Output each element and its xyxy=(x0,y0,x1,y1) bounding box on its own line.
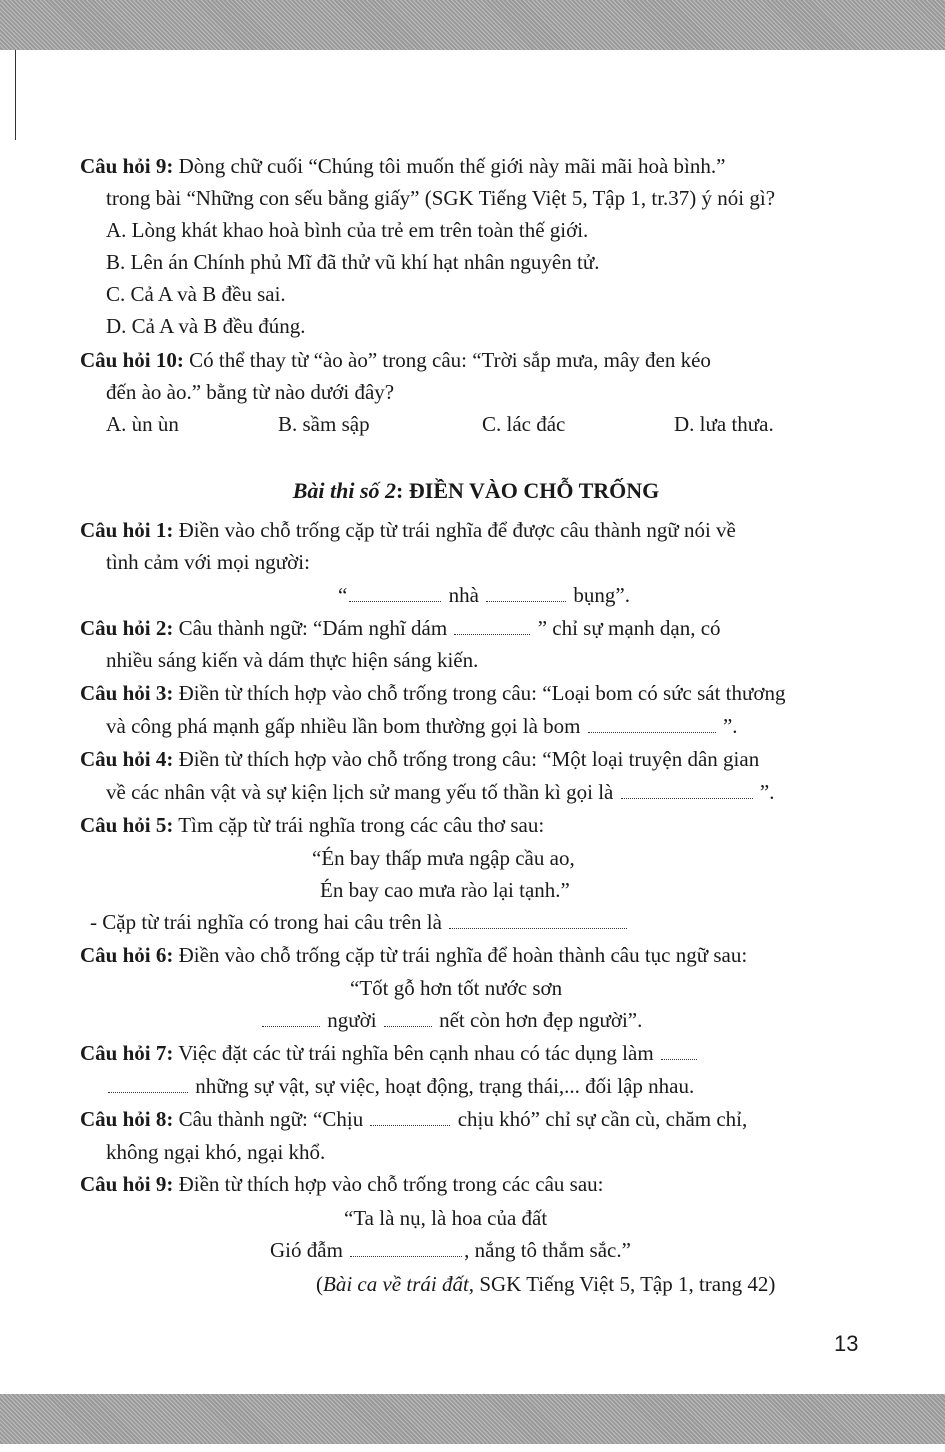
p2-q7-blank-2[interactable] xyxy=(108,1091,188,1093)
p2-q1-line1 xyxy=(80,518,736,543)
p2-q3-line1 xyxy=(80,681,786,706)
p2-q6-proverb-line2 xyxy=(260,1008,642,1033)
page-number: 13 xyxy=(834,1331,859,1356)
section-colon: : xyxy=(396,478,409,503)
p2-q1-line2: tình cảm với mọi người: xyxy=(106,550,310,574)
p2-q9-line1 xyxy=(80,1172,603,1197)
p2-q9-verse2b: , nắng tô thắm sắc.” xyxy=(464,1238,631,1262)
p2-q5-poem-line1: “Én bay thấp mưa ngập cầu ao, xyxy=(312,846,575,870)
p2-q9-verse-line1: “Ta là nụ, là hoa của đất xyxy=(344,1206,548,1230)
p2-q5-blank[interactable] xyxy=(449,927,627,929)
p2-q1-idiom-end: bụng”. xyxy=(568,583,630,607)
p2-q1-text1: Điền vào chỗ trống cặp từ trái nghĩa để được câu thành ngữ nói về xyxy=(173,518,736,542)
p2-q7-blank-1[interactable] xyxy=(661,1058,697,1060)
p2-q9-source-title: Bài ca về trái đất, xyxy=(323,1272,475,1296)
p2-q6-proverb-line1: “Tốt gỗ hơn tốt nước sơn xyxy=(350,976,563,1000)
p2-q5-answer-text: - Cặp từ trái nghĩa có trong hai câu trên là xyxy=(90,910,448,934)
p2-q6-line1 xyxy=(80,943,747,968)
p2-q7-text2: những sự vật, sự việc, hoạt động, trạng thái,... đối lập nhau. xyxy=(190,1074,695,1098)
p2-q4-blank[interactable] xyxy=(621,797,753,799)
top-border-band xyxy=(0,0,945,50)
p2-q1-label: Câu hỏi 1: xyxy=(80,518,174,542)
p2-q7-label: Câu hỏi 7: xyxy=(80,1041,174,1065)
p1-q9-option-a: A. Lòng khát khao hoà bình của trẻ em trên toàn thế giới. xyxy=(106,218,589,242)
bottom-border-band xyxy=(0,1394,945,1444)
p2-q3-text2a: và công phá mạnh gấp nhiều lần bom thường gọi là bom xyxy=(106,714,586,738)
p2-q8-label: Câu hỏi 8: xyxy=(80,1107,174,1131)
p2-q1-blank-2[interactable] xyxy=(486,600,566,602)
p2-q3-label: Câu hỏi 3: xyxy=(80,681,174,705)
left-rule xyxy=(15,50,16,140)
p2-q2-line2: nhiều sáng kiến và dám thực hiện sáng kiến. xyxy=(106,648,479,672)
p1-q10-line1 xyxy=(80,348,711,373)
p2-q2-text1b: ” chỉ sự mạnh dạn, có xyxy=(532,616,721,640)
p2-q9-verse2a: Gió đẫm xyxy=(270,1238,349,1262)
p2-q1-idiom xyxy=(338,583,630,608)
p2-q3-blank[interactable] xyxy=(588,731,716,733)
p2-q6-text1: Điền vào chỗ trống cặp từ trái nghĩa để hoàn thành câu tục ngữ sau: xyxy=(173,943,748,967)
p2-q4-line2 xyxy=(106,780,774,805)
p2-q8-text1a: Câu thành ngữ: “Chịu xyxy=(173,1107,369,1131)
p2-q3-text2b: ”. xyxy=(717,714,738,738)
p1-q10-option-a: A. ùn ùn xyxy=(106,412,179,436)
p2-q5-poem-line2: Én bay cao mưa rào lại tạnh.” xyxy=(320,878,570,902)
p2-q6-proverb2b: nết còn hơn đẹp người”. xyxy=(433,1008,643,1032)
p2-q6-proverb2a: người xyxy=(322,1008,382,1032)
p2-q5-answer-line xyxy=(90,910,629,935)
p1-q9-line2: trong bài “Những con sếu bằng giấy” (SGK Tiếng Việt 5, Tập 1, tr.37) ý nói gì? xyxy=(106,186,776,210)
p1-q10-text1: Có thể thay từ “ào ào” trong câu: “Trời sắp mưa, mây đen kéo xyxy=(183,348,711,372)
p2-q4-text1: Điền từ thích hợp vào chỗ trống trong câu: “Một loại truyện dân gian xyxy=(173,747,760,771)
p2-q9-blank[interactable] xyxy=(350,1255,462,1257)
p2-q9-source xyxy=(316,1272,775,1297)
p2-q5-line1 xyxy=(80,813,544,838)
p1-q9-option-c: C. Cả A và B đều sai. xyxy=(106,282,286,306)
p2-q2-line1 xyxy=(80,616,721,641)
p2-q7-line2 xyxy=(106,1074,694,1099)
p2-q9-label: Câu hỏi 9: xyxy=(80,1172,174,1196)
p2-q8-line1 xyxy=(80,1107,747,1132)
p2-q6-blank-2[interactable] xyxy=(384,1025,432,1027)
p1-q9-label: Câu hỏi 9: xyxy=(80,154,174,178)
p1-q9-option-d: D. Cả A và B đều đúng. xyxy=(106,314,306,338)
section-heading: ĐIỀN VÀO CHỖ TRỐNG xyxy=(408,478,660,503)
p1-q10-line2: đến ào ào.” bằng từ nào dưới đây? xyxy=(106,380,395,404)
p1-q9-option-b: B. Lên án Chính phủ Mĩ đã thử vũ khí hạt nhân nguyên tử. xyxy=(106,250,600,274)
p1-q9-line1 xyxy=(80,154,725,179)
p2-q3-text1: Điền từ thích hợp vào chỗ trống trong câu: “Loại bom có sức sát thương xyxy=(173,681,786,705)
p2-q6-label: Câu hỏi 6: xyxy=(80,943,174,967)
p2-q2-text1a: Câu thành ngữ: “Dám nghĩ dám xyxy=(173,616,453,640)
p1-q10-option-d: D. lưa thưa. xyxy=(674,412,774,436)
section-prefix: Bài thi số 2 xyxy=(292,478,397,503)
p2-q1-blank-1[interactable] xyxy=(349,600,441,602)
p1-q10-option-c: C. lác đác xyxy=(482,412,566,436)
p2-q8-blank[interactable] xyxy=(370,1124,450,1126)
p2-q3-line2 xyxy=(106,714,738,739)
p2-q7-line1 xyxy=(80,1041,699,1066)
p2-q5-label: Câu hỏi 5: xyxy=(80,813,174,837)
p2-q4-line1 xyxy=(80,747,759,772)
p2-q7-text1: Việc đặt các từ trái nghĩa bên cạnh nhau có tác dụng làm xyxy=(173,1041,659,1065)
p2-q8-text1b: chịu khó” chỉ sự cần cù, chăm chỉ, xyxy=(452,1107,748,1131)
p2-q4-text2a: về các nhân vật và sự kiện lịch sử mang yếu tố thần kì gọi là xyxy=(106,780,619,804)
p2-q9-source-rest: SGK Tiếng Việt 5, Tập 1, trang 42) xyxy=(474,1272,776,1296)
p2-q1-idiom-mid: nhà xyxy=(443,583,485,607)
p1-q9-text1: Dòng chữ cuối “Chúng tôi muốn thế giới này mãi mãi hoà bình.” xyxy=(173,154,726,178)
p2-q9-source-open: ( xyxy=(316,1272,323,1296)
p2-q4-text2b: ”. xyxy=(754,780,775,804)
p2-q4-label: Câu hỏi 4: xyxy=(80,747,174,771)
p2-q1-idiom-open: “ xyxy=(338,583,348,607)
p2-q9-text1: Điền từ thích hợp vào chỗ trống trong các câu sau: xyxy=(173,1172,604,1196)
p2-q8-line2: không ngại khó, ngại khổ. xyxy=(106,1140,326,1164)
p1-q10-option-b: B. sầm sập xyxy=(278,412,370,436)
p2-q5-text1: Tìm cặp từ trái nghĩa trong các câu thơ sau: xyxy=(173,813,545,837)
p2-q2-label: Câu hỏi 2: xyxy=(80,616,174,640)
p1-q10-label: Câu hỏi 10: xyxy=(80,348,184,372)
p2-q6-blank-1[interactable] xyxy=(262,1025,320,1027)
section-title xyxy=(80,478,872,504)
p2-q2-blank[interactable] xyxy=(454,633,530,635)
p2-q9-verse-line2 xyxy=(270,1238,631,1263)
